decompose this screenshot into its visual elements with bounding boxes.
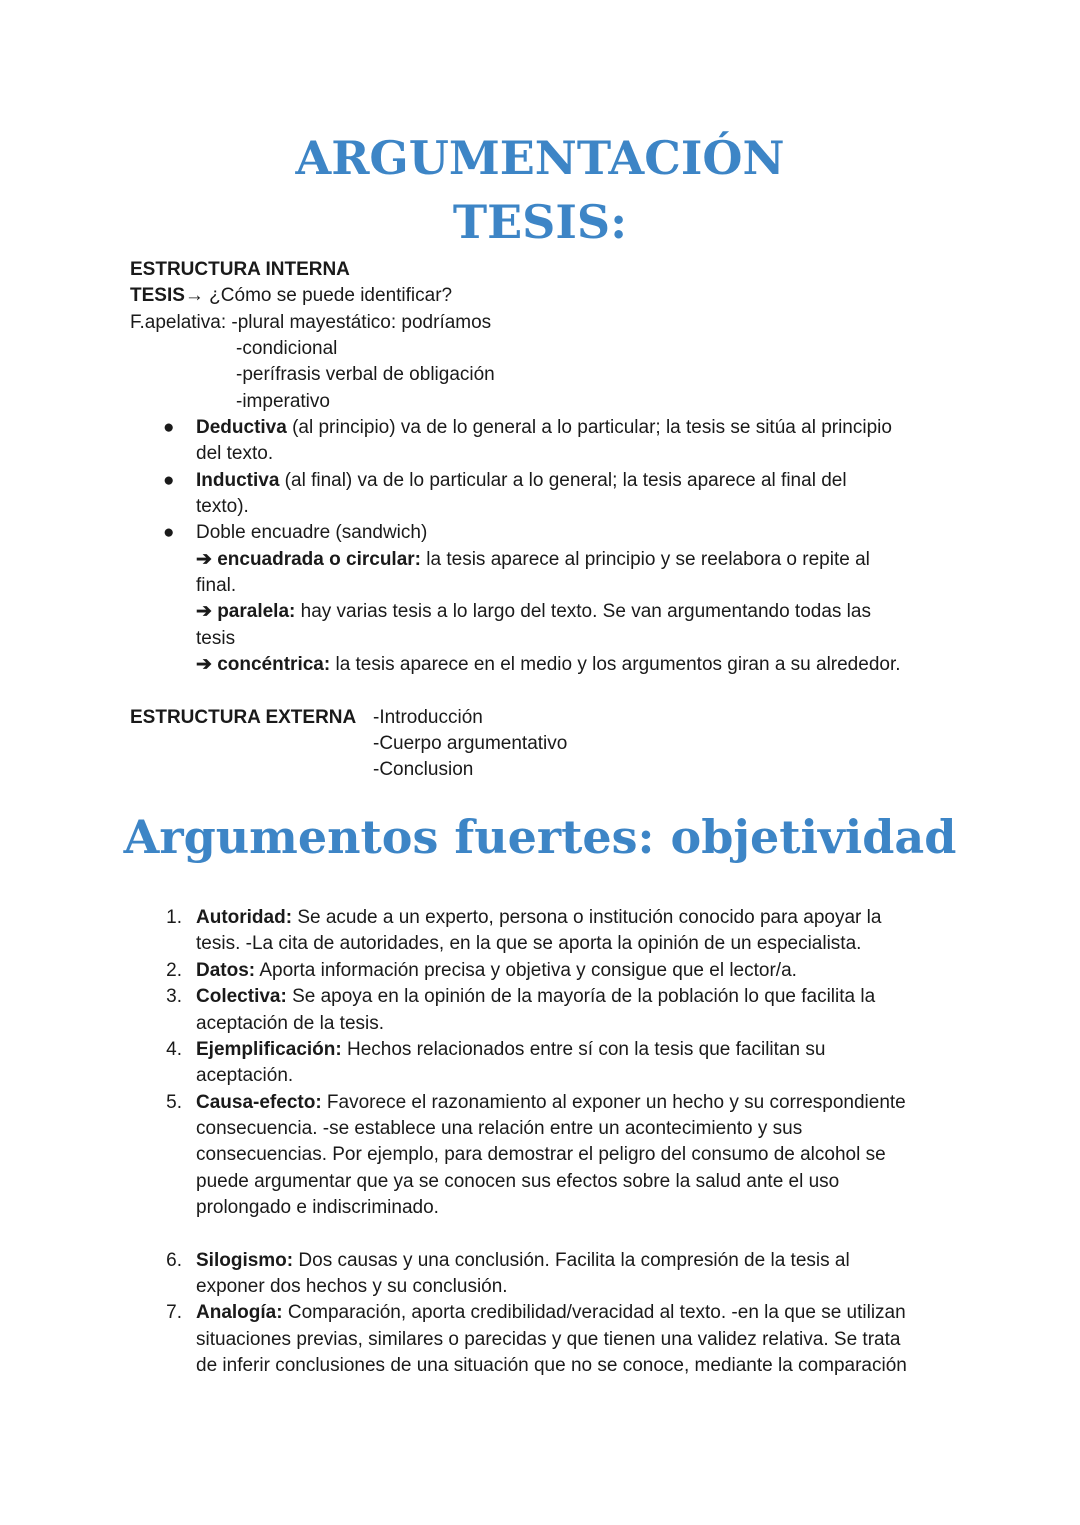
tesis-arrow: →	[184, 285, 204, 306]
item-bold: Causa-efecto:	[196, 1092, 322, 1113]
item-bold: Silogismo:	[196, 1250, 294, 1271]
section-title: Argumentos fuertes: objetividad	[123, 810, 957, 864]
item-cont: exponer dos hechos y su conclusión.	[196, 1276, 508, 1297]
fapelativa-line	[130, 310, 491, 336]
externa-item: -Cuerpo argumentativo	[373, 733, 568, 754]
fapelativa-item: -plural mayestático: podríamos	[231, 312, 492, 333]
item-text: Se apoya en la opinión de la mayoría de la población lo que facilita la	[286, 986, 876, 1007]
arrow-icon: ➔	[196, 549, 212, 570]
list-item-colectiva	[196, 984, 875, 1010]
bullet-inductiva	[196, 468, 847, 494]
list-number: 4.	[166, 1039, 182, 1060]
item-cont: aceptación.	[196, 1065, 294, 1086]
bullet-cont: del texto.	[196, 443, 274, 464]
list-number: 3.	[166, 986, 182, 1007]
item-text: Aporta información precisa y objetiva y consigue que el lector/a.	[255, 960, 797, 981]
item-cont: aceptación de la tesis.	[196, 1013, 385, 1034]
subitem-paralela	[196, 599, 871, 625]
externa-item: -Conclusion	[373, 759, 474, 780]
subitem-text: la tesis aparece en el medio y los argumentos giran a su alrededor.	[330, 654, 901, 675]
list-item-autoridad	[196, 905, 881, 931]
list-item-analogia	[196, 1300, 906, 1326]
subitem-text: la tesis aparece al principio y se reelabora o repite al	[421, 549, 870, 570]
item-cont: tesis. -La cita de autoridades, en la que se aporta la opinión de un especialista.	[196, 933, 862, 954]
list-number: 1.	[166, 907, 182, 928]
bullet-doble-encuadre: Doble encuadre (sandwich)	[196, 522, 428, 543]
list-item-silogismo	[196, 1248, 850, 1274]
item-text: Comparación, aporta credibilidad/veracidad al texto. -en la que se utilizan	[282, 1302, 906, 1323]
subitem-cont: tesis	[196, 628, 236, 649]
arrow-icon: ➔	[196, 601, 212, 622]
subitem-bold: concéntrica:	[217, 654, 331, 675]
fapelativa-item: -condicional	[236, 338, 338, 359]
item-text: Hechos relacionados entre sí con la tesis que facilitan su	[341, 1039, 826, 1060]
bullet-bold: Deductiva	[196, 417, 287, 438]
item-text: Favorece el razonamiento al exponer un hecho y su correspondiente	[321, 1092, 906, 1113]
list-number: 2.	[166, 960, 182, 981]
externa-item: -Introducción	[373, 707, 483, 728]
tesis-label: TESIS	[130, 285, 185, 306]
item-bold: Datos:	[196, 960, 256, 981]
item-text: Se acude a un experto, persona o institución conocido para apoyar la	[292, 907, 882, 928]
list-number: 5.	[166, 1092, 182, 1113]
subitem-text: hay varias tesis a lo largo del texto. Se van argumentando todas las	[295, 601, 871, 622]
subitem-cont: final.	[196, 575, 237, 596]
item-cont: de inferir conclusiones de una situación que no se conoce, mediante la comparación	[196, 1355, 907, 1376]
list-number: 6.	[166, 1250, 182, 1271]
bullet-cont: texto).	[196, 496, 249, 517]
bullet-deductiva	[196, 415, 892, 441]
fapelativa-item: -imperativo	[236, 391, 330, 412]
main-title: ARGUMENTACIÓN	[295, 131, 785, 185]
list-number: 7.	[166, 1302, 182, 1323]
tesis-line	[130, 283, 452, 309]
item-cont: consecuencia. -se establece una relación entre un acontecimiento y sus	[196, 1118, 803, 1139]
subitem-circular	[196, 547, 870, 573]
item-bold: Colectiva:	[196, 986, 287, 1007]
item-cont: puede argumentar que ya se conocen sus efectos sobre la salud ante el uso	[196, 1171, 840, 1192]
item-cont: prolongado e indiscriminado.	[196, 1197, 439, 1218]
subitem-concentrica	[196, 652, 901, 678]
item-bold: Autoridad:	[196, 907, 293, 928]
bullet-dot: ●	[163, 417, 175, 438]
item-text: Dos causas y una conclusión. Facilita la compresión de la tesis al	[293, 1250, 850, 1271]
list-item-ejemplificacion	[196, 1037, 825, 1063]
fapelativa-label: F.apelativa:	[130, 312, 232, 333]
item-cont: consecuencias. Por ejemplo, para demostrar el peligro del consumo de alcohol se	[196, 1144, 886, 1165]
externa-heading: ESTRUCTURA EXTERNA	[130, 707, 357, 728]
bullet-bold: Inductiva	[196, 470, 280, 491]
arrow-icon: ➔	[196, 654, 212, 675]
item-bold: Ejemplificación:	[196, 1039, 342, 1060]
bullet-text: (al final) va de lo particular a lo general; la tesis aparece al final del	[279, 470, 847, 491]
item-cont: situaciones previas, similares o parecidas y que tienen una validez relativa. Se trata	[196, 1329, 901, 1350]
list-item-datos	[196, 958, 797, 984]
fapelativa-item: -perífrasis verbal de obligación	[236, 364, 495, 385]
subitem-bold: encuadrada o circular:	[217, 549, 421, 570]
interna-heading: ESTRUCTURA INTERNA	[130, 259, 350, 280]
list-item-causa-efecto	[196, 1090, 906, 1116]
sub-title: TESIS:	[452, 195, 628, 249]
bullet-dot: ●	[163, 522, 175, 543]
tesis-question: ¿Cómo se puede identificar?	[203, 285, 453, 306]
bullet-dot: ●	[163, 470, 175, 491]
bullet-text: (al principio) va de lo general a lo particular; la tesis se sitúa al principio	[286, 417, 892, 438]
item-bold: Analogía:	[196, 1302, 283, 1323]
subitem-bold: paralela:	[217, 601, 296, 622]
